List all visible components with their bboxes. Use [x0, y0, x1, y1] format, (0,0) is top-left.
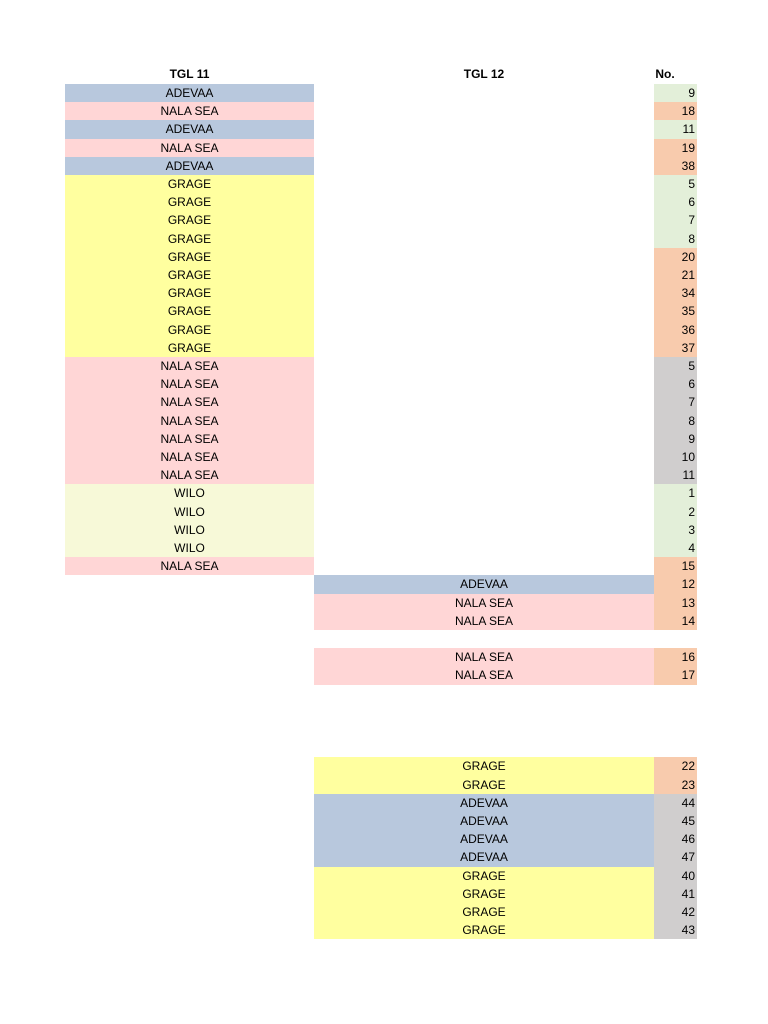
cell-no: 37: [654, 339, 697, 357]
cell-no: 17: [654, 666, 697, 684]
cell-tgl12: ADEVAA: [314, 794, 654, 812]
cell-no: 36: [654, 321, 697, 339]
cell-no: 1: [654, 484, 697, 502]
cell-tgl11: GRAGE: [65, 193, 314, 211]
cell-tgl12: NALA SEA: [314, 648, 654, 666]
cell-no: 5: [654, 357, 697, 375]
cell-tgl12: NALA SEA: [314, 612, 654, 630]
cell-tgl12: GRAGE: [314, 903, 654, 921]
cell-tgl11: ADEVAA: [65, 157, 314, 175]
cell-tgl12: ADEVAA: [314, 830, 654, 848]
cell-tgl11: GRAGE: [65, 248, 314, 266]
cell-no: 5: [654, 175, 697, 193]
cell-tgl11: NALA SEA: [65, 375, 314, 393]
cell-no: 4: [654, 539, 697, 557]
cell-tgl12: GRAGE: [314, 776, 654, 794]
cell-no: 41: [654, 885, 697, 903]
cell-no: 11: [654, 466, 697, 484]
cell-tgl12: ADEVAA: [314, 812, 654, 830]
cell-no: 6: [654, 375, 697, 393]
cell-no: 7: [654, 393, 697, 411]
cell-no: 40: [654, 867, 697, 885]
cell-tgl11: GRAGE: [65, 284, 314, 302]
cell-tgl11: NALA SEA: [65, 557, 314, 575]
header-no: No.: [655, 67, 675, 81]
cell-tgl11: NALA SEA: [65, 139, 314, 157]
cell-tgl11: NALA SEA: [65, 430, 314, 448]
cell-no: 6: [654, 193, 697, 211]
cell-tgl12: GRAGE: [314, 867, 654, 885]
cell-tgl12: ADEVAA: [314, 575, 654, 593]
cell-tgl11: WILO: [65, 539, 314, 557]
cell-no: 43: [654, 921, 697, 939]
cell-no: 13: [654, 594, 697, 612]
cell-tgl11: NALA SEA: [65, 448, 314, 466]
cell-no: 21: [654, 266, 697, 284]
cell-tgl11: WILO: [65, 503, 314, 521]
cell-tgl11: GRAGE: [65, 211, 314, 229]
cell-tgl12: GRAGE: [314, 921, 654, 939]
cell-no: 18: [654, 102, 697, 120]
cell-no: 42: [654, 903, 697, 921]
cell-tgl11: GRAGE: [65, 175, 314, 193]
cell-no: 3: [654, 521, 697, 539]
cell-tgl12: GRAGE: [314, 885, 654, 903]
cell-no: 8: [654, 412, 697, 430]
cell-tgl11: GRAGE: [65, 321, 314, 339]
cell-tgl11: GRAGE: [65, 230, 314, 248]
cell-tgl11: ADEVAA: [65, 120, 314, 138]
header-tgl11: TGL 11: [169, 67, 210, 81]
cell-no: 35: [654, 302, 697, 320]
cell-no: 11: [654, 120, 697, 138]
cell-no: 47: [654, 848, 697, 866]
cell-no: 8: [654, 230, 697, 248]
header-tgl12: TGL 12: [463, 67, 505, 81]
cell-no: 45: [654, 812, 697, 830]
cell-no: 16: [654, 648, 697, 666]
cell-no: 7: [654, 211, 697, 229]
cell-no: 14: [654, 612, 697, 630]
cell-no: 46: [654, 830, 697, 848]
cell-tgl12: GRAGE: [314, 757, 654, 775]
cell-tgl12: NALA SEA: [314, 666, 654, 684]
cell-no: 34: [654, 284, 697, 302]
cell-no: 23: [654, 776, 697, 794]
cell-no: 44: [654, 794, 697, 812]
cell-tgl11: GRAGE: [65, 339, 314, 357]
cell-tgl11: NALA SEA: [65, 102, 314, 120]
cell-no: 12: [654, 575, 697, 593]
cell-no: 15: [654, 557, 697, 575]
cell-tgl12: ADEVAA: [314, 848, 654, 866]
cell-tgl11: WILO: [65, 484, 314, 502]
cell-tgl11: NALA SEA: [65, 357, 314, 375]
cell-tgl11: ADEVAA: [65, 84, 314, 102]
cell-no: 20: [654, 248, 697, 266]
cell-tgl11: WILO: [65, 521, 314, 539]
cell-tgl11: NALA SEA: [65, 412, 314, 430]
cell-no: 22: [654, 757, 697, 775]
cell-tgl11: NALA SEA: [65, 466, 314, 484]
cell-tgl11: GRAGE: [65, 302, 314, 320]
cell-no: 38: [654, 157, 697, 175]
cell-no: 19: [654, 139, 697, 157]
cell-no: 2: [654, 503, 697, 521]
cell-no: 9: [654, 430, 697, 448]
cell-no: 9: [654, 84, 697, 102]
cell-tgl11: GRAGE: [65, 266, 314, 284]
cell-no: 10: [654, 448, 697, 466]
cell-tgl11: NALA SEA: [65, 393, 314, 411]
cell-tgl12: NALA SEA: [314, 594, 654, 612]
